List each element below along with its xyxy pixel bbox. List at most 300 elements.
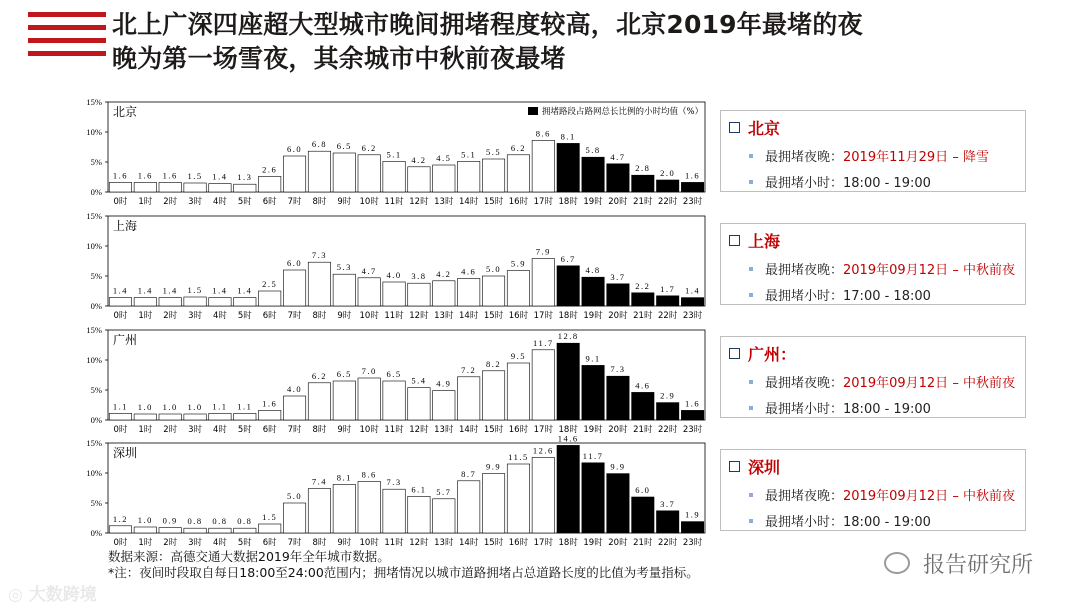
data-label: 4.0 bbox=[287, 384, 303, 394]
bar bbox=[258, 291, 280, 306]
data-label: 1.0 bbox=[137, 402, 153, 412]
x-tick-label: 9时 bbox=[337, 197, 352, 207]
bar bbox=[358, 155, 380, 192]
bullet-icon bbox=[749, 406, 753, 410]
bar bbox=[283, 270, 305, 306]
bar bbox=[557, 143, 579, 192]
x-tick-label: 10时 bbox=[359, 311, 379, 321]
data-label: 8.6 bbox=[361, 469, 377, 480]
y-tick-label: 15% bbox=[86, 211, 102, 221]
x-tick-label: 9时 bbox=[337, 538, 352, 548]
data-label: 9.9 bbox=[610, 461, 626, 472]
data-label: 7.4 bbox=[311, 476, 327, 487]
checkbox-square-icon bbox=[729, 461, 740, 472]
x-tick-label: 7时 bbox=[287, 425, 302, 435]
bar bbox=[308, 262, 330, 306]
x-tick-label: 14时 bbox=[459, 311, 479, 321]
bar bbox=[607, 284, 629, 306]
data-label: 6.1 bbox=[411, 484, 427, 495]
x-tick-label: 12时 bbox=[409, 425, 429, 435]
x-tick-label: 16时 bbox=[508, 538, 529, 548]
bar bbox=[134, 527, 156, 533]
x-tick-label: 21时 bbox=[633, 425, 653, 435]
data-label: 2.5 bbox=[262, 279, 278, 289]
data-label: 1.0 bbox=[187, 402, 203, 412]
data-label: 1.0 bbox=[162, 402, 178, 412]
x-tick-label: 11时 bbox=[384, 425, 404, 435]
data-label: 4.2 bbox=[436, 268, 452, 279]
info-row-value: 18:00 - 19:00 bbox=[843, 515, 931, 530]
x-tick-label: 7时 bbox=[287, 197, 302, 207]
data-label: 1.3 bbox=[237, 172, 253, 183]
data-label: 12.6 bbox=[532, 445, 554, 456]
info-box bbox=[720, 336, 1026, 418]
data-label: 2.9 bbox=[660, 390, 676, 401]
bar bbox=[433, 165, 455, 192]
x-tick-label: 15时 bbox=[483, 197, 504, 207]
x-tick-label: 22时 bbox=[658, 311, 678, 321]
x-tick-label: 5时 bbox=[237, 425, 252, 435]
x-tick-label: 12时 bbox=[409, 311, 429, 321]
x-tick-label: 2时 bbox=[163, 538, 178, 548]
x-tick-label: 5时 bbox=[237, 538, 252, 548]
data-label: 2.6 bbox=[262, 164, 278, 175]
brand-logo-icon: ◎ bbox=[8, 585, 23, 605]
bar bbox=[482, 276, 504, 306]
data-label: 0.8 bbox=[187, 516, 203, 527]
info-box-city-text: 北京 bbox=[748, 119, 781, 138]
bar bbox=[532, 457, 554, 533]
info-row-value: 17:00 - 18:00 bbox=[843, 289, 931, 304]
x-tick-label: 16时 bbox=[508, 425, 529, 435]
bar bbox=[532, 350, 554, 420]
legend-swatch bbox=[528, 107, 538, 115]
bar bbox=[433, 391, 455, 420]
info-row-label: 最拥堵小时： bbox=[765, 289, 844, 304]
data-label: 8.1 bbox=[560, 131, 576, 142]
bar bbox=[333, 153, 355, 192]
x-tick-label: 17时 bbox=[533, 538, 553, 548]
bar bbox=[632, 497, 654, 533]
data-label: 9.1 bbox=[585, 353, 601, 364]
bar bbox=[457, 377, 479, 420]
bar bbox=[333, 381, 355, 420]
data-label: 4.0 bbox=[386, 270, 402, 280]
x-tick-label: 21时 bbox=[633, 311, 653, 321]
bar bbox=[308, 383, 330, 420]
y-tick-label: 0% bbox=[90, 415, 102, 425]
x-tick-label: 3时 bbox=[188, 197, 203, 207]
x-tick-label: 23时 bbox=[682, 425, 703, 435]
y-tick-label: 5% bbox=[90, 157, 102, 167]
data-label: 1.6 bbox=[162, 170, 178, 181]
info-row-night bbox=[749, 372, 1015, 391]
info-box bbox=[720, 110, 1026, 192]
info-box-city-text: 广州： bbox=[748, 345, 797, 364]
data-label: 1.6 bbox=[262, 398, 278, 409]
info-row-hour bbox=[749, 285, 931, 304]
x-tick-label: 12时 bbox=[409, 197, 429, 207]
data-label: 8.2 bbox=[486, 358, 502, 369]
bar bbox=[159, 298, 181, 306]
bar bbox=[308, 489, 330, 533]
x-tick-label: 18时 bbox=[558, 311, 578, 321]
data-label: 5.7 bbox=[436, 486, 452, 497]
x-tick-label: 7时 bbox=[287, 538, 302, 548]
bar bbox=[632, 175, 654, 192]
data-label: 7.3 bbox=[610, 364, 626, 375]
x-tick-label: 8时 bbox=[312, 311, 327, 321]
data-label: 5.0 bbox=[287, 491, 303, 501]
x-tick-label: 20时 bbox=[608, 311, 628, 321]
bar bbox=[582, 157, 604, 192]
x-tick-label: 13时 bbox=[434, 311, 454, 321]
x-tick-label: 8时 bbox=[312, 197, 327, 207]
x-tick-label: 11时 bbox=[384, 311, 404, 321]
x-tick-label: 21时 bbox=[633, 538, 653, 548]
data-label: 5.5 bbox=[486, 147, 502, 157]
bullet-icon bbox=[749, 154, 753, 158]
bar bbox=[283, 396, 305, 420]
data-label: 12.8 bbox=[557, 331, 579, 342]
data-label: 6.2 bbox=[361, 142, 377, 153]
data-label: 11.7 bbox=[582, 450, 604, 461]
bar bbox=[582, 365, 604, 420]
x-tick-label: 23时 bbox=[682, 311, 703, 321]
bar bbox=[457, 481, 479, 533]
x-tick-label: 0时 bbox=[113, 197, 128, 207]
x-tick-label: 20时 bbox=[608, 197, 628, 207]
bar bbox=[134, 182, 156, 192]
data-label: 1.9 bbox=[685, 509, 701, 520]
bar bbox=[258, 410, 280, 420]
legend-label: 拥堵路段占路网总长比例的小时均值（%） bbox=[542, 107, 704, 117]
bar bbox=[582, 277, 604, 306]
data-label: 7.3 bbox=[386, 477, 402, 488]
x-tick-label: 4时 bbox=[212, 311, 227, 321]
bar bbox=[681, 298, 703, 306]
bar bbox=[482, 371, 504, 420]
bar bbox=[358, 378, 380, 420]
bar bbox=[383, 489, 405, 533]
info-row-label: 最拥堵小时： bbox=[765, 176, 844, 191]
bar bbox=[632, 293, 654, 306]
y-tick-label: 10% bbox=[86, 127, 102, 137]
bar bbox=[557, 343, 579, 420]
data-label: 1.6 bbox=[685, 170, 701, 181]
brand-right-text: 报告研究所 bbox=[923, 553, 1034, 578]
info-box-city bbox=[729, 229, 780, 252]
x-tick-label: 14时 bbox=[459, 425, 479, 435]
bar bbox=[532, 259, 554, 306]
y-tick-label: 0% bbox=[90, 528, 102, 538]
city-label: 广州 bbox=[113, 333, 138, 347]
y-tick-label: 10% bbox=[86, 241, 102, 251]
bullet-icon bbox=[749, 293, 753, 297]
y-tick-label: 10% bbox=[86, 468, 102, 478]
x-tick-label: 15时 bbox=[483, 538, 504, 548]
bar bbox=[283, 156, 305, 192]
data-label: 5.0 bbox=[486, 264, 502, 274]
info-box bbox=[720, 449, 1026, 531]
info-box-city bbox=[729, 342, 796, 365]
data-label: 4.5 bbox=[436, 153, 452, 163]
data-label: 6.5 bbox=[386, 369, 402, 379]
data-label: 1.4 bbox=[162, 285, 178, 296]
bar bbox=[507, 155, 529, 192]
x-tick-label: 2时 bbox=[163, 311, 178, 321]
bar bbox=[383, 161, 405, 192]
data-label: 6.2 bbox=[311, 370, 327, 381]
data-label: 2.0 bbox=[660, 168, 676, 178]
y-tick-label: 10% bbox=[86, 355, 102, 365]
data-label: 0.8 bbox=[237, 516, 253, 527]
data-label: 9.5 bbox=[510, 351, 526, 361]
info-row-value: 2019年11月29日 – 降雪 bbox=[843, 150, 989, 165]
data-label: 5.4 bbox=[411, 375, 427, 386]
y-tick-label: 5% bbox=[90, 385, 102, 395]
x-tick-label: 19时 bbox=[583, 425, 603, 435]
x-tick-label: 2时 bbox=[163, 425, 178, 435]
x-tick-label: 2时 bbox=[163, 197, 178, 207]
x-tick-label: 17时 bbox=[533, 425, 553, 435]
bar bbox=[681, 182, 703, 192]
bar bbox=[582, 463, 604, 533]
data-label: 1.4 bbox=[137, 285, 153, 296]
x-tick-label: 0时 bbox=[113, 425, 128, 435]
bar bbox=[457, 278, 479, 306]
footnote: *注：夜间时段取自每日18:00至24:00范围内；拥堵情况以城市道路拥堵占总道路长度的比值为考量指标。 bbox=[108, 565, 699, 580]
x-tick-label: 18时 bbox=[558, 425, 578, 435]
x-tick-label: 19时 bbox=[583, 311, 603, 321]
data-label: 7.3 bbox=[311, 250, 327, 261]
x-tick-label: 7时 bbox=[287, 311, 302, 321]
city-label: 深圳 bbox=[113, 446, 138, 460]
wechat-icon bbox=[884, 552, 910, 574]
data-label: 1.5 bbox=[262, 512, 278, 522]
x-tick-label: 9时 bbox=[337, 311, 352, 321]
info-row-hour bbox=[749, 511, 931, 530]
bar bbox=[507, 464, 529, 533]
data-label: 7.2 bbox=[461, 364, 477, 375]
info-box-city-text: 上海 bbox=[748, 232, 781, 251]
bar bbox=[159, 182, 181, 192]
bar bbox=[109, 413, 131, 420]
data-label: 6.5 bbox=[336, 369, 352, 379]
x-tick-label: 17时 bbox=[533, 197, 553, 207]
bar bbox=[408, 388, 430, 420]
bar bbox=[209, 528, 231, 533]
bar bbox=[532, 140, 554, 192]
data-label: 3.7 bbox=[660, 498, 676, 509]
info-box-city-text: 深圳 bbox=[748, 458, 781, 477]
data-label: 1.4 bbox=[112, 285, 128, 296]
info-row-label: 最拥堵夜晚： bbox=[765, 489, 844, 504]
bar bbox=[109, 298, 131, 306]
data-label: 5.9 bbox=[510, 258, 526, 269]
info-row-label: 最拥堵夜晚： bbox=[765, 263, 844, 278]
data-label: 5.1 bbox=[461, 149, 477, 160]
info-row-value: 18:00 - 19:00 bbox=[843, 402, 931, 417]
x-tick-label: 15时 bbox=[483, 311, 504, 321]
brand-watermark-right bbox=[884, 548, 1033, 579]
info-row-value: 2019年09月12日 – 中秋前夜 bbox=[843, 489, 1015, 504]
bar bbox=[507, 271, 529, 306]
x-tick-label: 14时 bbox=[459, 197, 479, 207]
data-label: 1.7 bbox=[660, 283, 676, 294]
bar bbox=[283, 503, 305, 533]
info-row-value: 18:00 - 19:00 bbox=[843, 176, 931, 191]
y-tick-label: 15% bbox=[86, 97, 102, 107]
data-label: 1.5 bbox=[187, 285, 203, 295]
data-label: 11.7 bbox=[533, 337, 554, 348]
x-tick-label: 21时 bbox=[633, 197, 653, 207]
data-label: 7.9 bbox=[535, 246, 551, 257]
data-label: 4.8 bbox=[585, 265, 601, 276]
data-label: 6.5 bbox=[336, 141, 352, 151]
info-row-label: 最拥堵小时： bbox=[765, 402, 844, 417]
bar bbox=[109, 182, 131, 192]
data-label: 5.1 bbox=[386, 149, 402, 160]
bar bbox=[607, 164, 629, 192]
x-tick-label: 20时 bbox=[608, 425, 628, 435]
x-tick-label: 8时 bbox=[312, 425, 327, 435]
data-label: 0.9 bbox=[162, 515, 178, 526]
x-tick-label: 16时 bbox=[508, 311, 529, 321]
bar bbox=[159, 414, 181, 420]
x-tick-label: 15时 bbox=[483, 425, 504, 435]
bar bbox=[656, 180, 678, 192]
bar bbox=[656, 511, 678, 533]
info-box bbox=[720, 223, 1026, 305]
x-tick-label: 4时 bbox=[212, 197, 227, 207]
bar bbox=[482, 159, 504, 192]
info-row-value: 2019年09月12日 – 中秋前夜 bbox=[843, 376, 1015, 391]
bar bbox=[358, 481, 380, 533]
city-label: 上海 bbox=[113, 219, 138, 233]
info-row-night bbox=[749, 485, 1015, 504]
bar bbox=[383, 381, 405, 420]
bar bbox=[408, 167, 430, 192]
brand-left-text: 大数跨境 bbox=[28, 585, 97, 605]
bar bbox=[358, 278, 380, 306]
x-tick-label: 10时 bbox=[359, 425, 379, 435]
data-label: 1.4 bbox=[212, 285, 228, 296]
x-tick-label: 13时 bbox=[434, 197, 454, 207]
data-label: 1.1 bbox=[112, 401, 128, 412]
data-label: 1.1 bbox=[212, 401, 228, 412]
x-tick-label: 17时 bbox=[533, 311, 553, 321]
y-tick-label: 0% bbox=[90, 187, 102, 197]
bar bbox=[482, 474, 504, 533]
x-tick-label: 3时 bbox=[188, 425, 203, 435]
info-row-hour bbox=[749, 172, 931, 191]
x-tick-label: 8时 bbox=[312, 538, 327, 548]
data-label: 2.2 bbox=[635, 280, 651, 291]
x-tick-label: 11时 bbox=[384, 538, 404, 548]
x-tick-label: 16时 bbox=[508, 197, 529, 207]
bullet-icon bbox=[749, 493, 753, 497]
x-tick-label: 3时 bbox=[188, 538, 203, 548]
data-label: 3.8 bbox=[411, 271, 427, 282]
x-tick-label: 1时 bbox=[138, 311, 153, 321]
data-label: 1.5 bbox=[187, 171, 203, 181]
bar bbox=[681, 410, 703, 420]
bullet-icon bbox=[749, 519, 753, 523]
data-label: 1.4 bbox=[237, 285, 253, 296]
checkbox-square-icon bbox=[729, 235, 740, 246]
bar bbox=[134, 298, 156, 306]
x-tick-label: 4时 bbox=[212, 425, 227, 435]
x-tick-label: 20时 bbox=[608, 538, 628, 548]
data-label: 4.6 bbox=[461, 266, 477, 277]
data-label: 6.0 bbox=[287, 144, 303, 154]
y-tick-label: 0% bbox=[90, 301, 102, 311]
source-note: 数据来源：高德交通大数据2019年全年城市数据。 bbox=[108, 549, 390, 564]
bar bbox=[184, 183, 206, 192]
x-tick-label: 18时 bbox=[558, 538, 578, 548]
page-title-line2: 晚为第一场雪夜，其余城市中秋前夜最堵 bbox=[112, 44, 566, 73]
x-tick-label: 9时 bbox=[337, 425, 352, 435]
data-label: 14.6 bbox=[557, 433, 579, 444]
info-row-value: 2019年09月12日 – 中秋前夜 bbox=[843, 263, 1015, 278]
x-tick-label: 19时 bbox=[583, 538, 603, 548]
data-label: 2.8 bbox=[635, 163, 651, 174]
info-row-label: 最拥堵小时： bbox=[765, 515, 844, 530]
bar bbox=[408, 496, 430, 533]
data-label: 1.1 bbox=[237, 401, 253, 412]
bar bbox=[134, 414, 156, 420]
bar bbox=[408, 283, 430, 306]
x-tick-label: 14时 bbox=[459, 538, 479, 548]
info-row-night bbox=[749, 146, 989, 165]
x-tick-label: 22时 bbox=[658, 197, 678, 207]
bullet-icon bbox=[749, 267, 753, 271]
bar bbox=[184, 414, 206, 420]
data-label: 6.0 bbox=[635, 485, 651, 495]
bar bbox=[557, 445, 579, 533]
data-label: 8.6 bbox=[535, 128, 551, 139]
y-tick-label: 5% bbox=[90, 271, 102, 281]
bullet-icon bbox=[749, 180, 753, 184]
x-tick-label: 18时 bbox=[558, 197, 578, 207]
info-row-hour bbox=[749, 398, 931, 417]
data-label: 1.6 bbox=[137, 170, 153, 181]
bar bbox=[234, 413, 256, 420]
x-tick-label: 5时 bbox=[237, 311, 252, 321]
bar bbox=[383, 282, 405, 306]
x-tick-label: 19时 bbox=[583, 197, 603, 207]
bar bbox=[607, 376, 629, 420]
bar bbox=[433, 499, 455, 533]
bar bbox=[308, 151, 330, 192]
bullet-icon bbox=[749, 380, 753, 384]
x-tick-label: 22时 bbox=[658, 538, 678, 548]
bar bbox=[258, 176, 280, 192]
bar bbox=[333, 484, 355, 533]
data-label: 8.7 bbox=[461, 468, 477, 479]
bar bbox=[433, 281, 455, 306]
data-label: 4.9 bbox=[436, 378, 452, 389]
data-label: 6.7 bbox=[560, 253, 576, 264]
x-tick-label: 1时 bbox=[138, 538, 153, 548]
bar bbox=[656, 296, 678, 306]
data-label: 1.4 bbox=[212, 171, 228, 182]
info-box-city bbox=[729, 116, 780, 139]
info-row-label: 最拥堵夜晚： bbox=[765, 376, 844, 391]
bar bbox=[656, 403, 678, 420]
bar bbox=[109, 526, 131, 533]
